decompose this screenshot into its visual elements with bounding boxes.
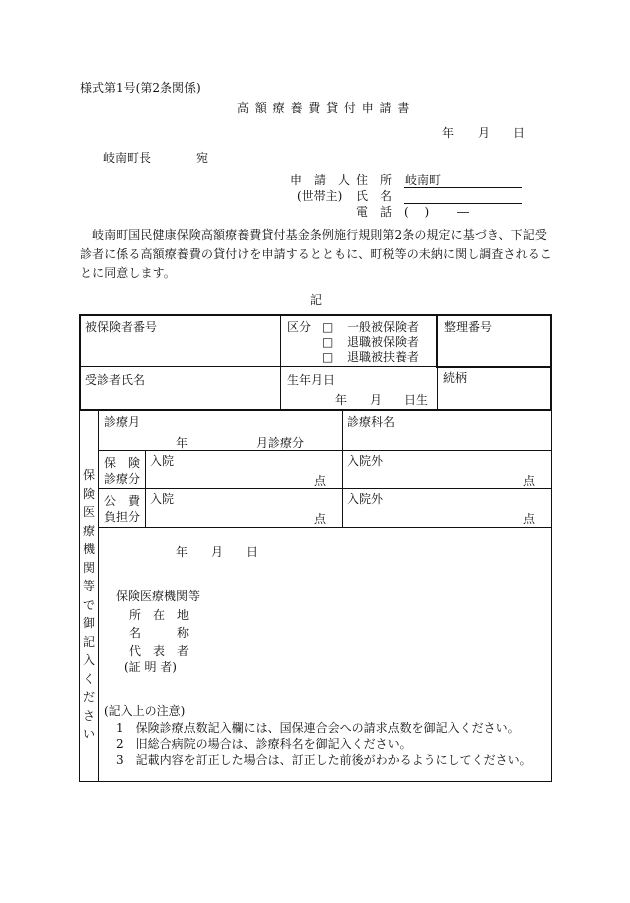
insurance-inpatient: 入院 (150, 454, 175, 468)
note-item: 1 保険診療点数記入欄には、国保連合会への請求点数を御記入ください。 (116, 721, 520, 735)
birth-month: 月 (370, 393, 383, 407)
treatment-month-label: 診療月 (104, 415, 141, 429)
insurance-label-1: 保 険 (104, 456, 141, 470)
address-label: 住 所 (356, 173, 393, 187)
date-month: 月 (478, 126, 491, 140)
institution-name-label: 名 称 (129, 626, 190, 640)
table-right-thick (550, 314, 552, 410)
category-label: 区分 (287, 320, 312, 334)
phone-label: 電 話 (356, 205, 393, 219)
department-label: 診療科名 (347, 415, 396, 429)
birth-date-label: 生年月日 (287, 373, 336, 387)
public-label-1: 公 費 (104, 494, 141, 508)
institution-label: 保険医療機関等 (116, 589, 201, 603)
thick-box-bottom (79, 409, 552, 411)
patient-name-label: 受診者氏名 (85, 373, 146, 387)
notes-title: (記入上の注意) (104, 704, 186, 718)
public-inpatient-unit: 点 (314, 512, 327, 526)
address-underline (404, 187, 522, 188)
category-retired-dependent: 退職被扶養者 (347, 350, 420, 364)
checkbox-retired-insured[interactable]: □ (322, 335, 334, 349)
insurance-outpatient-unit: 点 (523, 474, 536, 488)
category-general: 一般被保険者 (347, 320, 420, 334)
table-bottom-border (79, 781, 552, 782)
note-item: 2 旧総合病院の場合は、診療科名を御記入ください。 (116, 737, 412, 751)
col-divider-points (145, 450, 146, 527)
birth-year: 年 (335, 393, 348, 407)
addressee: 岐南町長 (103, 151, 152, 165)
representative-label: 代 表 者 (129, 644, 190, 658)
public-outpatient: 入院外 (347, 492, 384, 506)
col-divider-department (342, 410, 343, 527)
applicant-label: 申 請 人 (290, 173, 351, 187)
table-top-border (79, 314, 552, 316)
checkbox-general[interactable]: □ (322, 320, 334, 334)
insurance-inpatient-unit: 点 (314, 474, 327, 488)
form-title: 高 額 療 養 費 貸 付 申 請 書 (237, 101, 411, 115)
category-retired-insured: 退職被保険者 (347, 335, 420, 349)
vertical-label-divider (98, 410, 99, 782)
addressee-suffix: 宛 (196, 151, 209, 165)
ref-bottom-thick (436, 366, 552, 368)
address-value[interactable]: 岐南町 (405, 173, 442, 187)
cert-day: 日 (246, 545, 259, 559)
insurance-outpatient: 入院外 (347, 454, 384, 468)
name-label: 氏 名 (356, 189, 393, 203)
certifier-label: (証 明 者) (124, 660, 177, 674)
form-number: 様式第1号(第2条関係) (80, 81, 201, 95)
date-day: 日 (513, 126, 526, 140)
cert-month: 月 (211, 545, 224, 559)
table-left-thick (79, 314, 81, 410)
treatment-year: 年 (176, 436, 189, 450)
row-public-divider (98, 527, 551, 528)
row-treatment-divider (98, 450, 551, 451)
vertical-instruction-label: 保険医療機関等で御記入ください (82, 468, 95, 741)
location-label: 所 在 地 (129, 608, 190, 622)
treatment-month: 月診療分 (256, 436, 305, 450)
public-outpatient-unit: 点 (523, 512, 536, 526)
body-paragraph: 岐南町国民健康保険高額療養費貸付基金条例施行規則第2条の規定に基づき、下記受診者に係る高額療養費の貸付けを申請するとともに、町税等の未納に関し調査されることに同意します。 (80, 228, 552, 280)
row1-divider (79, 366, 438, 367)
insured-number-label: 被保険者番号 (85, 320, 158, 334)
reference-number-label: 整理番号 (444, 320, 493, 334)
col-divider-relationship (437, 367, 438, 410)
name-underline (404, 203, 522, 204)
ki-label: 記 (310, 293, 323, 307)
checkbox-retired-dependent[interactable]: □ (322, 350, 334, 364)
note-item: 3 記載内容を訂正した場合は、訂正した前後がわかるようにしてください。 (116, 753, 532, 767)
notes-list (116, 722, 532, 770)
cert-year: 年 (176, 545, 189, 559)
phone-format[interactable]: ( ) ― (404, 205, 469, 219)
relationship-label: 続柄 (443, 371, 468, 385)
col-divider-category (280, 314, 281, 410)
insurance-label-2: 診療分 (104, 472, 141, 486)
date-year: 年 (442, 126, 455, 140)
row-insurance-divider (98, 488, 551, 489)
public-label-2: 負担分 (104, 510, 141, 524)
public-inpatient: 入院 (150, 492, 175, 506)
birth-day: 日生 (404, 393, 429, 407)
col-divider-thick (436, 314, 438, 367)
lower-right-border (551, 410, 552, 782)
household-head-label: (世帯主) (297, 189, 343, 203)
